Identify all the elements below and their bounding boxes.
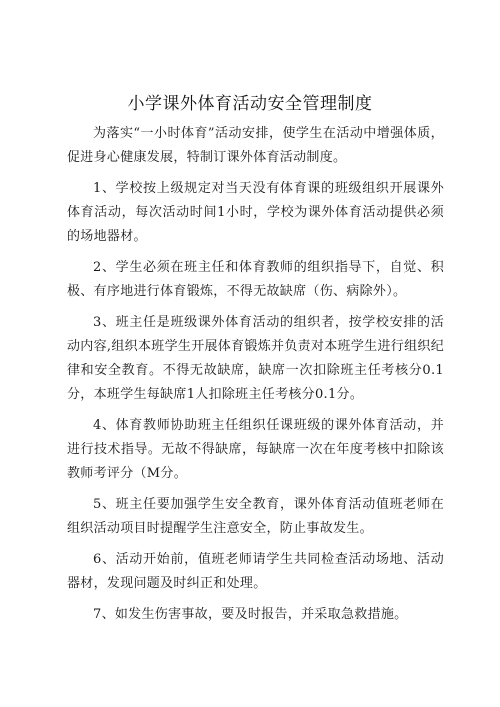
rule-6-paragraph: 6、活动开始前，值班老师请学生共同检查活动场地、活动器材，发现问题及时纠正和处理。 bbox=[67, 552, 444, 591]
rule-2-paragraph: 2、学生必须在班主任和体育教师的组织指导下，自觉、积极、有序地进行体育锻炼，不得无故缺席（伤、病除外）。 bbox=[67, 260, 444, 299]
rule-1-paragraph: 1、学校按上级规定对当天没有体育课的班级组织开展课外体育活动，每次活动时间1小时，学校为课外体育活动提供必须的场地器材。 bbox=[67, 181, 444, 244]
rule-3-paragraph: 3、班主任是班级课外体育活动的组织者，按学校安排的活动内容,组织本班学生开展体育锻炼并负责对本班学生进行组织纪律和安全教育。不得无故缺席，缺席一次扣除班主任考核分0.1分，本班学生每缺席1人扣除班主任考核分0.1分。 bbox=[67, 315, 444, 402]
intro-paragraph: 为落实“一小时体育”活动安排，使学生在活动中增强体质，促进身心健康发展，特制订课外体育活动制度。 bbox=[67, 126, 444, 165]
document-body bbox=[67, 122, 444, 634]
rule-4-paragraph: 4、体育教师协助班主任组织任课班级的课外体育活动，并进行技术指导。无故不得缺席，每缺席一次在年度考核中扣除该教师考评分（M分。 bbox=[67, 418, 444, 481]
rule-5-paragraph: 5、班主任要加强学生安全教育，课外体育活动值班老师在组织活动项目时提醒学生注意安全，防止事故发生。 bbox=[67, 497, 444, 536]
rule-7-paragraph: 7、如发生伤害事故，要及时报告，并采取急救措施。 bbox=[93, 607, 408, 622]
document-title: 小学课外体育活动安全管理制度 bbox=[127, 94, 373, 114]
